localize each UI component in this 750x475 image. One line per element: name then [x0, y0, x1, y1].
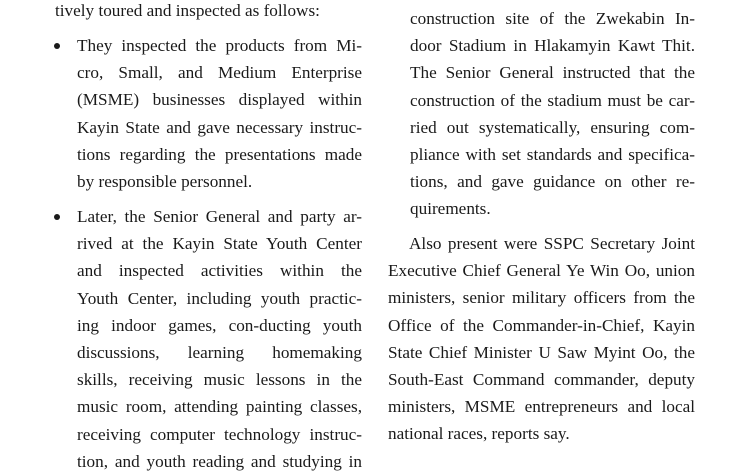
text-line: (MSME) businesses displayed within: [77, 90, 362, 110]
text-line: by responsible personnel.: [77, 171, 253, 191]
text-line: ministers, senior military officers from the: [388, 288, 695, 308]
bullet-item-youth-center: [55, 203, 362, 475]
intro-paragraph-tail: [55, 0, 362, 24]
text-line: discussions, learning homemaking: [77, 342, 362, 362]
text-line: tions, and gave guidance on other re-: [410, 172, 695, 192]
bullet-icon: [54, 43, 60, 49]
text-line: ministers, MSME entrepreneurs and local: [388, 397, 695, 417]
text-line: cro, Small, and Medium Enterprise: [77, 63, 362, 83]
text-line: ried out systematically, ensuring com-: [410, 117, 695, 137]
bullet-icon: [54, 214, 60, 220]
text-line: They inspected the products from Mi-: [77, 36, 362, 55]
bullet-item-msme: [55, 32, 362, 195]
text-line: The Senior General instructed that the: [410, 63, 695, 83]
text-line: receiving computer technology instruc-: [77, 424, 362, 444]
text-line: skills, receiving music lessons in the: [77, 370, 362, 390]
text-line: door Stadium in Hlakamyin Kawt Thit.: [410, 36, 695, 56]
text-line: tively toured and inspected as follows:: [55, 1, 320, 20]
closing-paragraph: [388, 230, 695, 448]
text-line: Office of the Commander-in-Chief, Kayin: [388, 315, 695, 335]
text-line: national races, reports say.: [388, 424, 570, 444]
text-line: Also present were SSPC Secretary Joint: [409, 234, 695, 253]
text-line: South-East Command commander, deputy: [388, 369, 695, 389]
text-line: tion, and youth reading and studying in: [77, 451, 362, 471]
text-line: and inspected activities within the: [77, 261, 362, 281]
bullet-item-stadium-continued: [388, 5, 695, 223]
text-line: music room, attending painting classes,: [77, 397, 362, 417]
text-line: tions regarding the presentations made: [77, 144, 362, 164]
text-line: ing indoor games, con-ducting youth: [77, 315, 362, 335]
text-line: construction site of the Zwekabin In-: [410, 9, 695, 28]
text-line: State Chief Minister U Saw Myint Oo, the: [388, 342, 695, 362]
text-line: Later, the Senior General and party ar-: [77, 207, 362, 226]
text-line: pliance with set standards and specifica-: [410, 144, 695, 164]
text-line: Executive Chief General Ye Win Oo, union: [388, 261, 695, 281]
text-line: rived at the Kayin State Youth Center: [77, 234, 362, 254]
text-line: construction of the stadium must be car-: [410, 90, 695, 110]
text-line: Kayin State and gave necessary instruc-: [77, 117, 362, 137]
text-line: Youth Center, including youth practic-: [77, 288, 362, 308]
text-line: quirements.: [410, 199, 491, 219]
